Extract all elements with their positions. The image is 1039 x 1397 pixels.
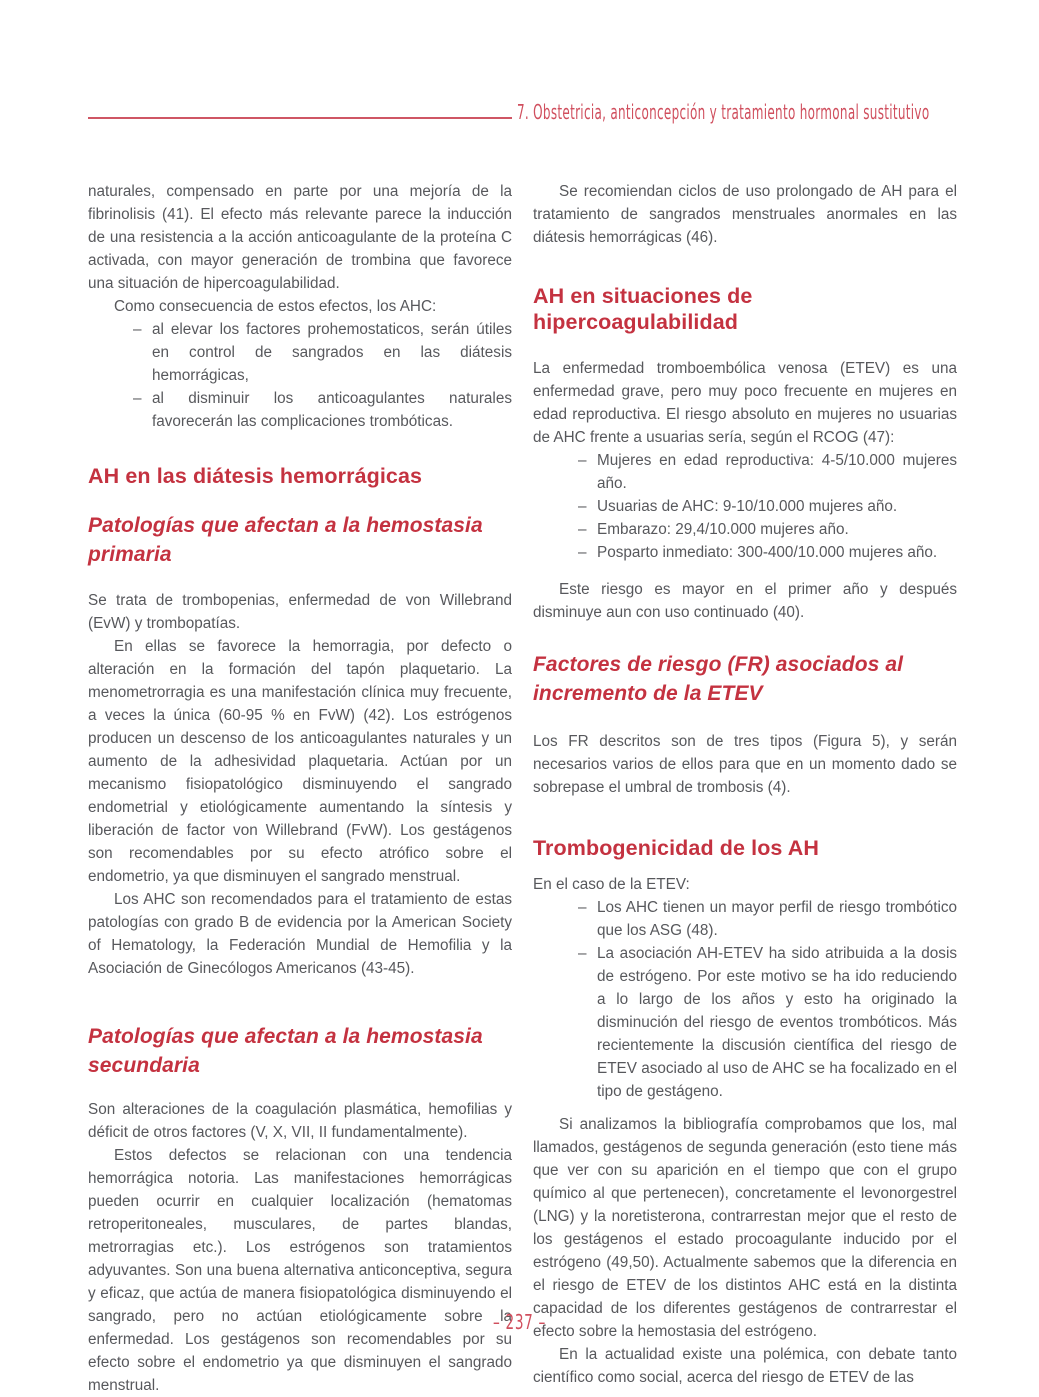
subsection-heading: Patologías que afectan a la hemostasia primaria: [88, 514, 483, 566]
section-heading: AH en las diátesis hemorrágicas: [88, 464, 423, 488]
left-column: [88, 180, 512, 1397]
paragraph: Este riesgo es mayor en el primer año y después disminuye aun con uso continuado (40).: [533, 581, 957, 621]
subsection-heading: Patologías que afectan a la hemostasia secundaria: [88, 1025, 483, 1077]
paragraph: Los AHC son recomendados para el tratamiento de estas patologías con grado B de evidencia por la American Society of Hematology, la Federación Mundial de Hemofilia y la Asociación de Ginecólogos Americanos (43-45).: [88, 891, 512, 977]
list-item: – Posparto inmediato: 300-400/10.000 mujeres año.: [578, 541, 957, 564]
header-rule: [88, 117, 512, 119]
paragraph: Son alteraciones de la coagulación plasmática, hemofilias y déficit de otros factores (V, X, VII, II fundamentalmente).: [88, 1101, 512, 1141]
paragraph: naturales, compensado en parte por una mejoría de la fibrinolisis (41). El efecto más relevante parece la inducción de una resistencia a la acción anticoagulante de la proteína C activada, con mayor generación de trombina que favorece una situación de hipercoagulabilidad.: [88, 183, 512, 292]
paragraph: La enfermedad tromboembólica venosa (ETEV) es una enfermedad grave, pero muy poco frecuente en mujeres en edad reproductiva. El riesgo absoluto en mujeres no usuarias de AHC frente a usuarias sería, según el RCOG (47):: [533, 360, 957, 446]
dash-list: [533, 896, 957, 1103]
paragraph: Como consecuencia de estos efectos, los AHC:: [114, 298, 437, 315]
section-heading: AH en situaciones de hipercoagulabilidad: [533, 284, 753, 334]
list-item: – al disminuir los anticoagulantes naturales favorecerán las complicaciones trombóticas.: [133, 387, 512, 433]
list-item: – Embarazo: 29,4/10.000 mujeres año.: [578, 518, 957, 541]
paragraph: En la actualidad existe una polémica, con debate tanto científico como social, acerca del riesgo de ETEV de las: [533, 1346, 957, 1386]
paragraph: Se trata de trombopenias, enfermedad de von Willebrand (EvW) y trombopatías.: [88, 592, 512, 632]
chapter-header: 7. Obstetricia, anticoncepción y tratamiento hormonal sustitutivo: [517, 100, 930, 124]
paragraph: Si analizamos la bibliografía comprobamos que los, mal llamados, gestágenos de segunda generación (esto tiene más que ver con su aparición en el tiempo que con el grupo químico al que pertenecen), concretamente el levonorgestrel (LNG) y la noretisterona, contrarrestan mejor que el resto de los gestágenos el estado procoagulante inducido por el estrógeno (49,50). Actualmente sabemos que la diferencia en el riesgo de ETEV de los distintos AHC está en la distinta capacidad de los diferentes gestágenos de contrarrestar el efecto sobre la hemostasia del estrógeno.: [533, 1116, 957, 1340]
dash-list: [533, 449, 957, 564]
list-item: – La asociación AH-ETEV ha sido atribuida a la dosis de estrógeno. Por este motivo se ha ido reduciendo a lo largo de los años y esto ha originado la disminución del riesgo de eventos trombóticos. Más recientemente la discusión científica del riesgo de ETEV asociado al uso de AHC se ha focalizado en el tipo de gestágeno.: [578, 942, 957, 1103]
dash-list: [88, 318, 512, 433]
paragraph: Se recomiendan ciclos de uso prolongado de AH para el tratamiento de sangrados menstruales anormales en las diátesis hemorrágicas (46).: [533, 183, 957, 246]
paragraph: En el caso de la ETEV:: [533, 876, 690, 893]
right-column: [533, 180, 957, 1389]
page-number: – 237 –: [493, 1310, 546, 1334]
list-item: – Mujeres en edad reproductiva: 4-5/10.000 mujeres año.: [578, 449, 957, 495]
subsection-heading: Factores de riesgo (FR) asociados al incremento de la ETEV: [533, 653, 904, 705]
section-heading: Trombogenicidad de los AH: [533, 836, 820, 860]
list-item: – Los AHC tienen un mayor perfil de riesgo trombótico que los ASG (48).: [578, 896, 957, 942]
paragraph: Los FR descritos son de tres tipos (Figura 5), y serán necesarios varios de ellos para que en un momento dado se sobrepase el umbral de trombosis (4).: [533, 733, 957, 796]
paragraph: Estos defectos se relacionan con una tendencia hemorrágica notoria. Las manifestaciones hemorrágicas pueden ocurrir en cualquier localización (hematomas retroperitoneales, musculares, de partes blandas, metrorragias etc.). Los estrógenos son tratamientos adyuvantes. Son una buena alternativa anticonceptiva, segura y eficaz, que actúa de manera fisiopatológica disminuyendo el sangrado, pero no actúan etiológicamente sobre la enfermedad. Los gestágenos son recomendables por su efecto sobre el endometrio ya que disminuyen el sangrado menstrual.: [88, 1147, 512, 1394]
list-item: – al elevar los factores prohemostaticos, serán útiles en control de sangrados en las diátesis hemorrágicas,: [133, 318, 512, 387]
paragraph: En ellas se favorece la hemorragia, por defecto o alteración en la formación del tapón plaquetario. La menometrorragia es una manifestación clínica muy frecuente, a veces la única (60-95 % en FvW) (42). Los estrógenos producen un descenso de los anticoagulantes naturales y un aumento de la adhesividad plaquetaria. Actúan por un mecanismo fisiopatológico disminuyendo el sangrado endometrial y etiológicamente aumentando la síntesis y liberación de factor von Willebrand (FvW). Los gestágenos son recomendables por su efecto atrófico sobre el endometrio, ya que disminuyen el sangrado menstrual.: [88, 638, 512, 885]
list-item: – Usuarias de AHC: 9-10/10.000 mujeres año.: [578, 495, 957, 518]
